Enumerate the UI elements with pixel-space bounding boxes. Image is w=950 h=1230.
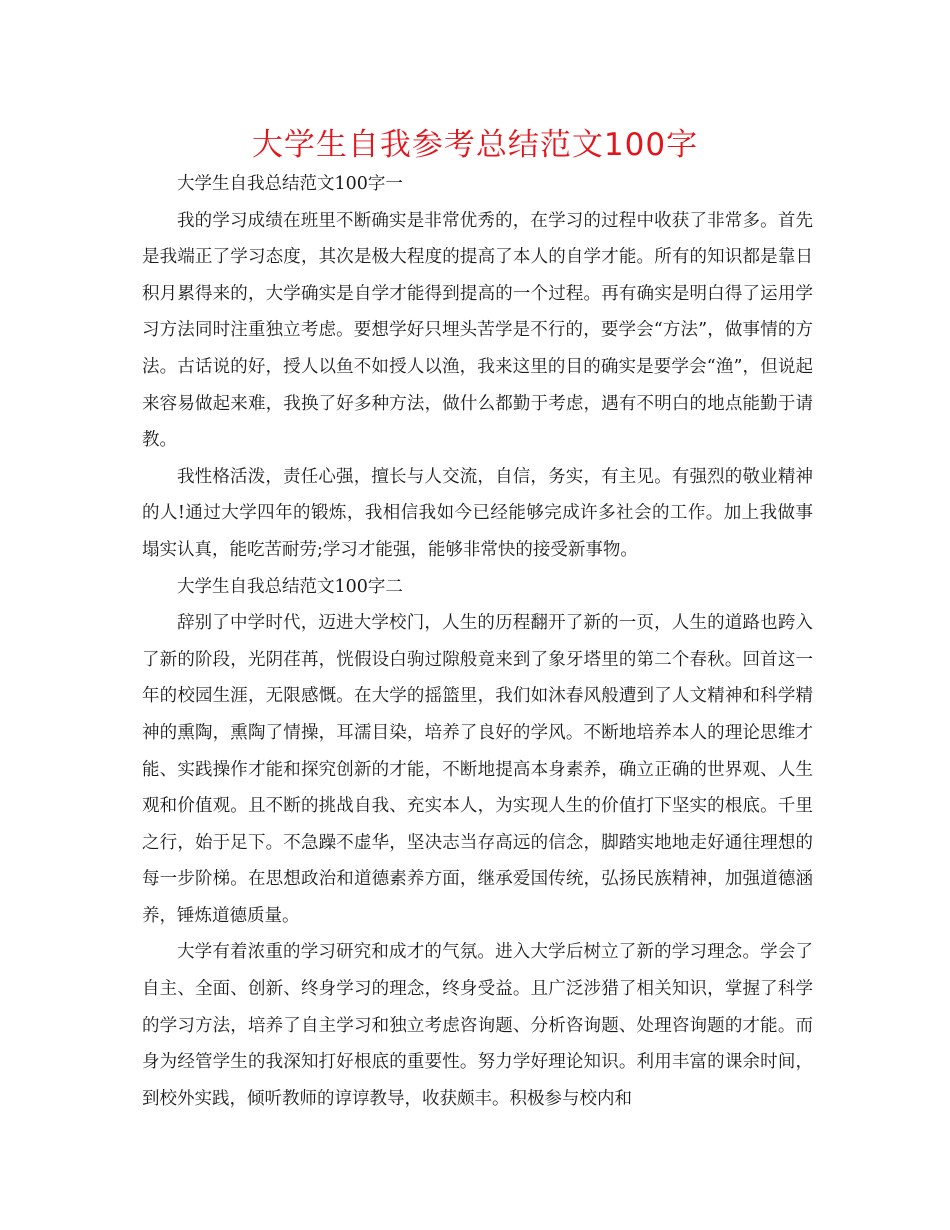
section-heading-1: 大学生自我总结范文100字一 — [177, 174, 403, 194]
document-body — [142, 166, 813, 1117]
paragraph: 辞别了中学时代，迈进大学校门，人生的历程翻开了新的一页，人生的道路也跨入了新的阶段，光阴荏苒，恍假设白驹过隙般竟来到了象牙塔里的第二个春秋。回首这一年的校园生涯，无限感慨。在大学的摇篮里，我们如沐春风般遭到了人文精神和科学精神的熏陶，熏陶了情操，耳濡目染，培养了良好的学风。不断地培养本人的理论思维才能、实践操作才能和探究创新的才能，不断地提高本身素养，确立正确的世界观、人生观和价值观。且不断的挑战自我、充实本人，为实现人生的价值打下坚实的根底。千里之行，始于足下。不急躁不虚华，坚决志当存高远的信念，脚踏实地地走好通往理想的每一步阶梯。在思想政治和道德素养方面，继承爱国传统，弘扬民族精神，加强道德涵养，锤炼道德质量。 — [142, 613, 813, 926]
paragraph: 大学有着浓重的学习研究和成才的气氛。进入大学后树立了新的学习理念。学会了自主、全面、创新、终身学习的理念，终身受益。且广泛涉猎了相关知识，掌握了科学的学习方法，培养了自主学习和独立考虑咨询题、分析咨询题、处理咨询题的才能。而身为经管学生的我深知打好根底的重要性。努力学好理论知识。利用丰富的课余时间，到校外实践，倾听教师的谆谆教导，收获颇丰。积极参与校内和 — [142, 942, 813, 1109]
paragraph: 我的学习成绩在班里不断确实是非常优秀的，在学习的过程中收获了非常多。首先是我端正了学习态度，其次是极大程度的提高了本人的自学才能。所有的知识都是靠日积月累得来的，大学确实是自学才能得到提高的一个过程。再有确实是明白得了运用学习方法同时注重独立考虑。要想学好只埋头苦学是不行的，要学会“方法”，做事情的方法。古话说的好，授人以鱼不如授人以渔，我来这里的目的确实是要学会“渔”，但说起来容易做起来难，我换了好多种方法，做什么都勤于考虑，遇有不明白的地点能勤于请教。 — [142, 210, 813, 451]
section-heading-2: 大学生自我总结范文100字二 — [177, 576, 403, 597]
document-title: 大学生自我参考总结范文100字 — [251, 127, 699, 163]
paragraph: 我性格活泼，责任心强，擅长与人交流，自信，务实，有主见。有强烈的敬业精神的人!通过大学四年的锻炼，我相信我如今已经能够完成许多社会的工作。加上我做事塌实认真，能吃苦耐劳;学习才能强，能够非常快的接受新事物。 — [142, 466, 813, 560]
